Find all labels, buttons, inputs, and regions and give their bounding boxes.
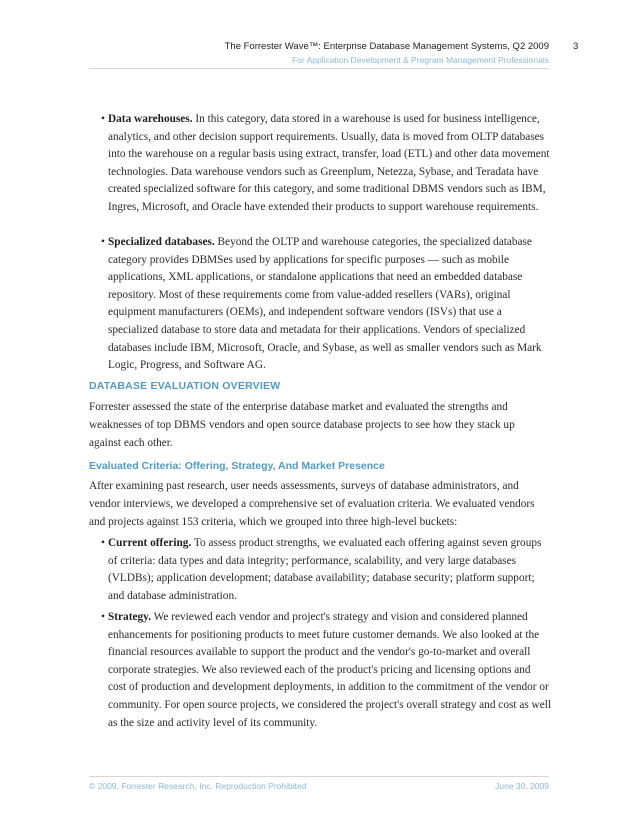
header-title: The Forrester Wave™: Enterprise Database Management Systems, Q2 2009 — [224, 41, 549, 52]
bullet-term: Specialized databases. — [108, 236, 215, 248]
subsection-heading: Evaluated Criteria: Offering, Strategy, And Market Presence — [89, 460, 385, 472]
bullet-specialized-databases — [101, 234, 551, 375]
bullet-term: Data warehouses. — [108, 113, 193, 125]
bullet-text: Beyond the OLTP and warehouse categories, the specialized database category provides DBMSes used by applications for specific purposes — such as mobile applications, XML applications, or standalone applications that need an embedded database repository. Most of these requirements come from value-added resellers (VARs), original equipment manufacturers (OEMs), and independent software vendors (ISVs) that use a specialized database to store data and metadata for their applications. Vendors of specialized databases include IBM, Microsoft, Oracle, and Sybase, as well as smaller vendors such as Mark Logic, Progress, and Software AG. — [108, 236, 542, 372]
header-divider — [89, 68, 549, 69]
subsection-intro: After examining past research, user needs assessments, surveys of database administrators, and vendor interviews, we developed a comprehensive set of evaluation criteria. We evaluated vendors and projects against 153 criteria, which we grouped into three high-level buckets: — [89, 480, 535, 528]
header-subtitle: For Application Development & Program Management Professionals — [291, 55, 549, 65]
bullet-data-warehouses — [101, 111, 551, 217]
page-number: 3 — [573, 41, 579, 52]
bullet-term: Current offering. — [108, 537, 192, 549]
bullet-marker: • — [101, 611, 105, 623]
bullet-marker: • — [101, 537, 105, 549]
bullet-text: In this category, data stored in a warehouse is used for business intelligence, analytics, and other decision support requirements. Usually, data is moved from OLTP databases into the warehouse on a regular basis using extract, transfer, load (ETL) and other data movement technologies. Data warehouse vendors such as Greenplum, Netezza, Sybase, and Teradata have created specialized software for this category, and some traditional DBMS vendors such as IBM, Ingres, Microsoft, and Oracle have extended their products to support warehouse requirements. — [108, 113, 550, 213]
footer-divider — [89, 776, 549, 777]
bullet-paragraph — [108, 234, 551, 375]
bullet-marker: • — [101, 113, 105, 125]
bullet-text: We reviewed each vendor and project's strategy and vision and considered planned enhancements for positioning products to meet future customer demands. We also looked at the financial resources available to support the product and the vendor's go-to-market and overall corporate strategies. We also reviewed each of the product's pricing and licensing options and cost of production and development deployments, in addition to the commitment of the vendor or community. For open source projects, we considered the project's overall strategy and cost as well as the size and activity level of its community. — [108, 611, 552, 729]
bullet-paragraph — [108, 609, 551, 732]
footer-copyright: © 2009, Forrester Research, Inc. Reproduction Prohibited — [89, 781, 307, 791]
bullet-current-offering — [101, 535, 551, 605]
bullet-strategy — [101, 609, 551, 732]
bullet-paragraph — [108, 111, 551, 217]
bullet-paragraph — [108, 535, 551, 605]
bullet-term: Strategy. — [108, 611, 151, 623]
section-heading: DATABASE EVALUATION OVERVIEW — [89, 380, 281, 392]
section-intro: Forrester assessed the state of the enterprise database market and evaluated the strengths and weaknesses of top DBMS vendors and open source database projects to see how they stack up against each other. — [89, 401, 515, 449]
bullet-marker: • — [101, 236, 105, 248]
bullet-text: To assess product strengths, we evaluated each offering against seven groups of criteria: data types and data integrity; performance, scalability, and very large databases (VLDBs); application development; database availability; database security; platform support; and database administration. — [108, 537, 542, 602]
footer-date: June 30, 2009 — [495, 781, 549, 791]
